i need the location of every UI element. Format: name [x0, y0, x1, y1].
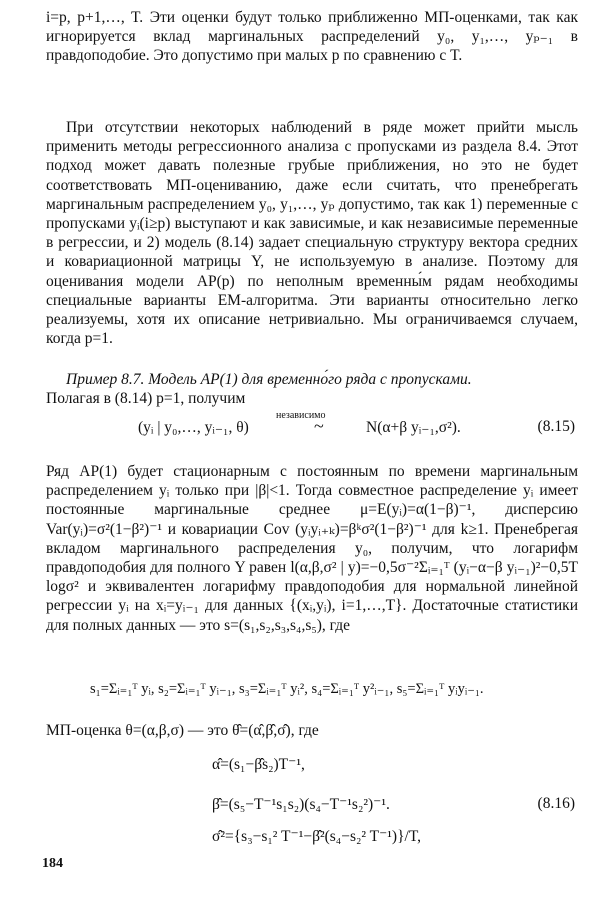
eq815-lhs: (yᵢ | y₀,…, yᵢ₋₁, θ) — [138, 419, 249, 436]
paragraph-1: i=p, p+1,…, T. Эти оценки будут только приближенно МП-оценками, так как игнорируется вклад маргинальных распределений y₀, y₁,…, yₚ₋₁ в правдоподобие. Это допустимо при малых p по сравнению с T. — [46, 9, 578, 65]
paragraph-2: При отсутствии некоторых наблюдений в ряде может прийти мысль применить методы регрессионного анализа с пропусками из раздела 8.4. Этот подход может давать полезные грубые приближения, но это не будет соответствовать МП-оцениванию, даже если считать, что пренебрегать маргинальным распределением y₀, y₁,…, yₚ допустимо, так как 1) переменные с пропусками yᵢ(i≥p) выступают и как зависимые, и как независимые переменные в регрессии, и 2) модель (8.14) задает специальную структуру вектора средних и ковариационной матрицы Y, не используемую в анализе. Поэтому для оценивания модели АР(p) по неполным временны́м рядам необходимы специальные варианты ЕМ-алгоритма. Эти варианты относительно легко реализуемы, хотя их описание нетривиально. Мы ограничиваемся случаем, когда p=1. — [46, 119, 578, 348]
eq815-over: независимо — [276, 410, 326, 421]
eq-sigma-hat: σ̂²={s₃−s₁² T⁻¹−β̂²(s₄−s₂² T⁻¹)}/T, — [212, 828, 422, 845]
paragraph-3: Ряд АР(1) будет стационарным с постоянным по времени маргинальным распределением yᵢ только при |β|<1. Тогда совместное распределение yᵢ имеет постоянные маргинальные среднее μ=E(yᵢ)=α(1−β)⁻¹, дисперсию Var(yᵢ)=σ²(1−β²)⁻¹ и ковариации Cov (yᵢyᵢ₊ₖ)=βᵏσ²(1−β²)⁻¹ для k≥1. Пренебрегая вкладом маргинального распределения y₀, получим, что логарифм правдоподобия для полного Y равен l(α,β,σ² | y)=−0,5σ⁻²Σᵢ₌₁ᵀ (yᵢ−α−β yᵢ₋₁)²−0,5T logσ² и эквивалентен логарифму правдоподобия для нормальной линейной регрессии yᵢ на xᵢ=yᵢ₋₁ для данных {(xᵢ,yᵢ), i=1,…,T}. Достаточные статистики для полных данных — это s=(s₁,s₂,s₃,s₄,s₅), где — [46, 463, 578, 634]
page-number: 184 — [42, 856, 63, 871]
mp-estimate-line: МП-оценка θ=(α,β,σ) — это θ̂=(α̂,β̂,σ̂), где — [46, 722, 319, 739]
eq-beta-hat: β̂=(s₅−T⁻¹s₁s₂)(s₄−T⁻¹s₂²)⁻¹. — [212, 796, 390, 813]
example-title: Пример 8.7. Модель АР(1) для временно́го ряда с пропусками. — [66, 371, 472, 388]
eq-alpha-hat: α̂=(s₁−β̂s₂)T⁻¹, — [212, 756, 305, 773]
eq815-rhs: N(α+β yᵢ₋₁,σ²). — [366, 419, 461, 436]
eq815-number: (8.15) — [537, 418, 575, 435]
eq816-number: (8.16) — [537, 795, 575, 812]
stats-line: s₁=Σᵢ₌₁ᵀ yᵢ, s₂=Σᵢ₌₁ᵀ yᵢ₋₁, s₃=Σᵢ₌₁ᵀ yᵢ², s₄=Σᵢ₌₁ᵀ y²ᵢ₋₁, s₅=Σᵢ₌₁ᵀ yᵢyᵢ₋₁. — [90, 681, 484, 697]
example-intro: Полагая в (8.14) p=1, получим — [46, 390, 246, 407]
eq815-tilde: ~ — [314, 416, 324, 436]
